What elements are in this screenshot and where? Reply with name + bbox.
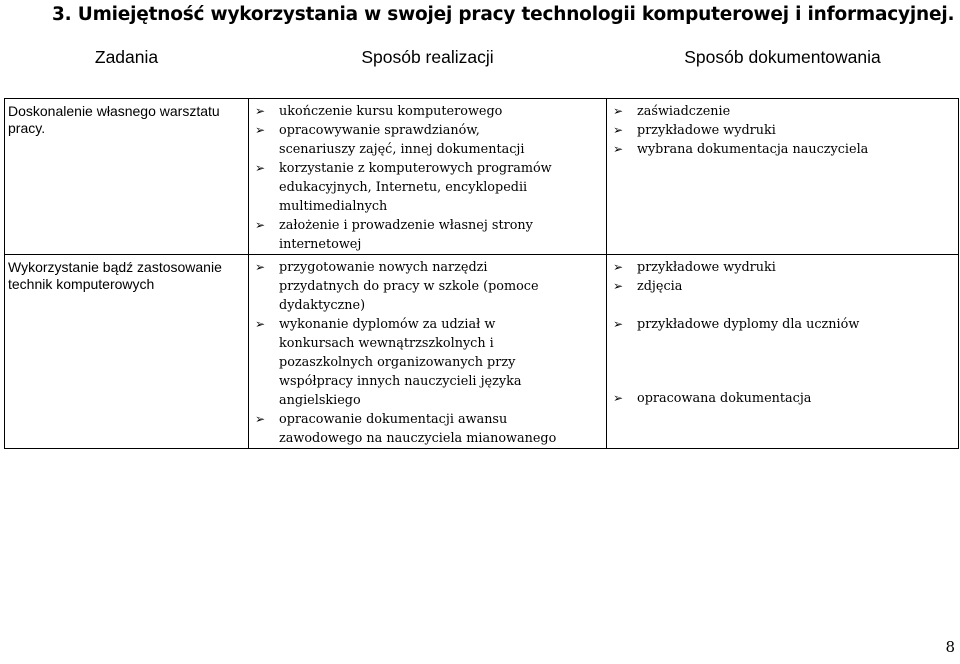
list-item [607, 121, 958, 140]
arrowhead-bullet-icon: ➢ [255, 218, 266, 232]
table-header-row [5, 46, 959, 99]
list-item [607, 315, 958, 334]
methods-cell [249, 99, 607, 255]
methods-cell [249, 255, 607, 449]
documentation-list [607, 258, 958, 408]
list-item [249, 410, 606, 448]
arrowhead-bullet-icon: ➢ [613, 317, 624, 331]
list-item [607, 258, 958, 277]
method-text: opracowanie dokumentacji awansu zawodowego na nauczyciela mianowanego [279, 412, 557, 446]
list-item [249, 315, 606, 410]
arrowhead-bullet-icon: ➢ [255, 161, 266, 175]
documentation-text: przykładowe dyplomy dla uczniów [637, 317, 860, 332]
method-text: korzystanie z komputerowych programów edukacyjnych, Internetu, encyklopedii multimedialnych [279, 161, 552, 214]
table-row [5, 99, 959, 255]
arrowhead-bullet-icon: ➢ [255, 123, 266, 137]
arrowhead-bullet-icon: ➢ [613, 391, 624, 405]
documentation-text: wybrana dokumentacja nauczyciela [637, 142, 869, 157]
arrowhead-bullet-icon: ➢ [613, 142, 624, 156]
header-implementation: Sposób realizacji [361, 47, 494, 67]
arrowhead-bullet-icon: ➢ [613, 279, 624, 293]
list-item [607, 277, 958, 296]
documentation-list [607, 102, 958, 159]
list-item [249, 121, 606, 159]
method-text: ukończenie kursu komputerowego [279, 104, 503, 119]
method-text: przygotowanie nowych narzędzi przydatnych do pracy w szkole (pomoce dydaktyczne) [279, 260, 539, 313]
methods-list [249, 258, 606, 448]
header-tasks: Zadania [94, 47, 159, 67]
method-text: opracowywanie sprawdzianów, scenariuszy zajęć, innej dokumentacji [279, 123, 525, 157]
list-item [249, 102, 606, 121]
method-text: wykonanie dyplomów za udział w konkursach wewnątrzszkolnych i pozaszkolnych organizowanych przy współpracy innych nauczycieli języka angielskiego [279, 317, 522, 408]
task-cell: Wykorzystanie bądź zastosowanie technik komputerowych [5, 255, 249, 449]
arrowhead-bullet-icon: ➢ [255, 260, 266, 274]
methods-list [249, 102, 606, 254]
documentation-cell [607, 99, 959, 255]
documentation-cell [607, 255, 959, 449]
arrowhead-bullet-icon: ➢ [255, 317, 266, 331]
section-heading: 3. Umiejętność wykorzystania w swojej pracy technologii komputerowej i informacyjnej. [52, 4, 955, 25]
method-text: założenie i prowadzenie własnej strony internetowej [279, 218, 533, 252]
documentation-text: przykładowe wydruki [637, 123, 776, 138]
list-item [607, 102, 958, 121]
list-item [249, 159, 606, 216]
documentation-text: przykładowe wydruki [637, 260, 776, 275]
header-documentation: Sposób dokumentowania [684, 47, 881, 67]
task-cell: Doskonalenie własnego warsztatu pracy. [5, 99, 249, 255]
page-number: 8 [945, 638, 955, 656]
documentation-text: opracowana dokumentacja [637, 391, 812, 406]
skills-table [4, 46, 959, 449]
arrowhead-bullet-icon: ➢ [255, 104, 266, 118]
documentation-text: zaświadczenie [637, 104, 731, 119]
list-item [607, 140, 958, 159]
arrowhead-bullet-icon: ➢ [613, 104, 624, 118]
list-item [249, 216, 606, 254]
arrowhead-bullet-icon: ➢ [613, 123, 624, 137]
list-item [607, 389, 958, 408]
table-row [5, 255, 959, 449]
documentation-text: zdjęcia [637, 279, 683, 294]
arrowhead-bullet-icon: ➢ [613, 260, 624, 274]
list-item [249, 258, 606, 315]
arrowhead-bullet-icon: ➢ [255, 412, 266, 426]
